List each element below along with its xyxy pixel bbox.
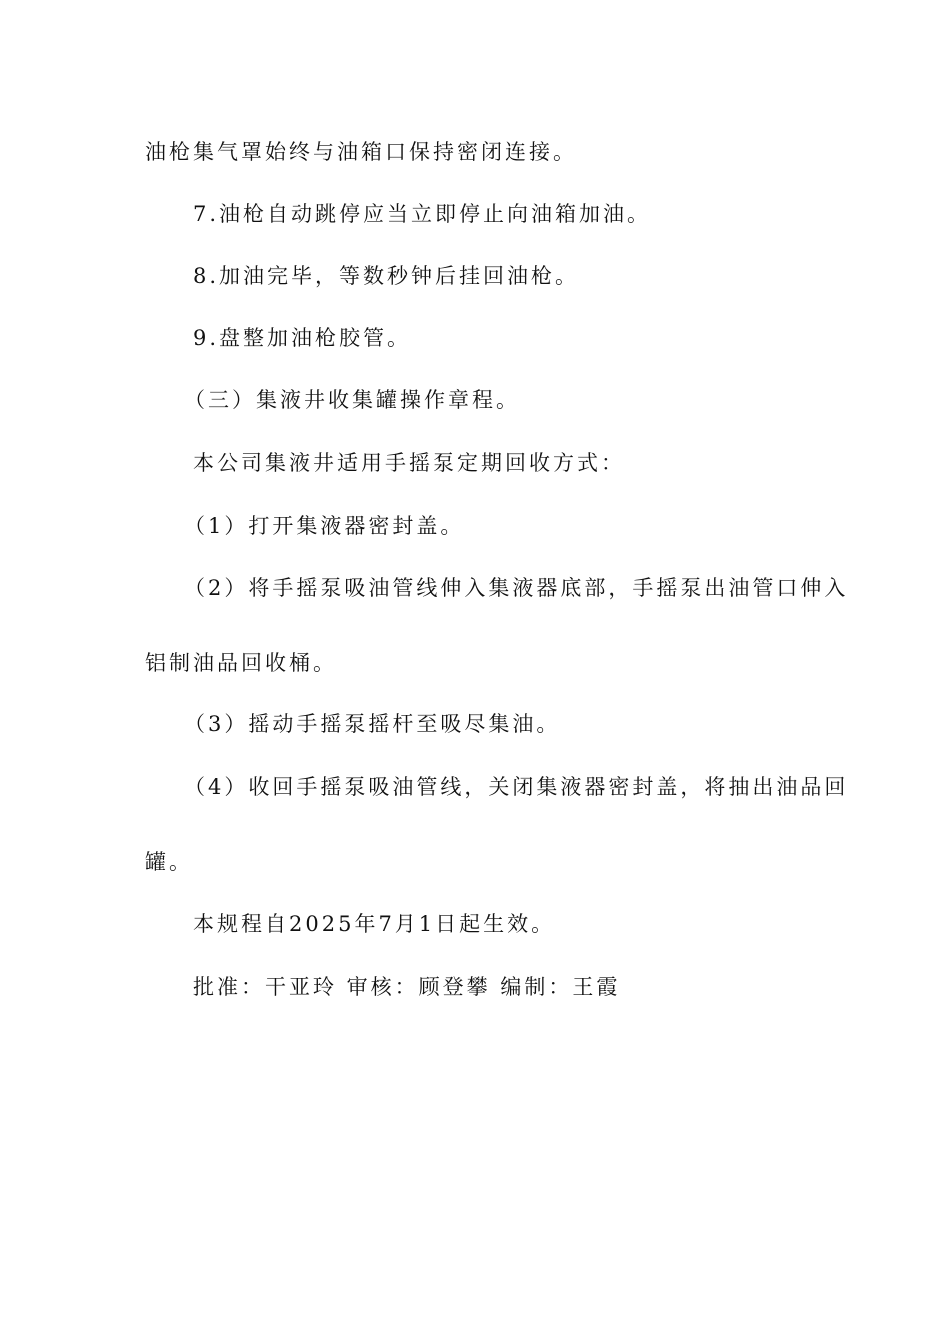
item-4-text: （4）收回手摇泵吸油管线，关闭集液器密封盖，将抽出油品回: [184, 775, 849, 799]
step-7-text: 7.油枪自动跳停应当立即停止向油箱加油。: [193, 202, 652, 226]
section-3-heading: （三）集液井收集罐操作章程。: [184, 388, 520, 412]
approval-signature-line: 批准：干亚玲 审核：顾登攀 编制：王霞: [193, 975, 621, 999]
step-9-text: 9.盘整加油枪胶管。: [193, 326, 412, 350]
step-8-text: 8.加油完毕，等数秒钟后挂回油枪。: [193, 264, 580, 288]
item-3-text: （3）摇动手摇泵摇杆至吸尽集油。: [184, 712, 561, 736]
method-intro-text: 本公司集液井适用手摇泵定期回收方式：: [193, 451, 625, 475]
paragraph-continuation-line: 油枪集气罩始终与油箱口保持密闭连接。: [145, 140, 577, 164]
item-2-continuation: 铝制油品回收桶。: [145, 651, 337, 675]
effective-date-text: 本规程自2025年7月1日起生效。: [193, 912, 556, 936]
item-1-text: （1）打开集液器密封盖。: [184, 514, 465, 538]
item-4-continuation: 罐。: [145, 850, 193, 874]
item-2-text: （2）将手摇泵吸油管线伸入集液器底部，手摇泵出油管口伸入: [184, 576, 849, 600]
